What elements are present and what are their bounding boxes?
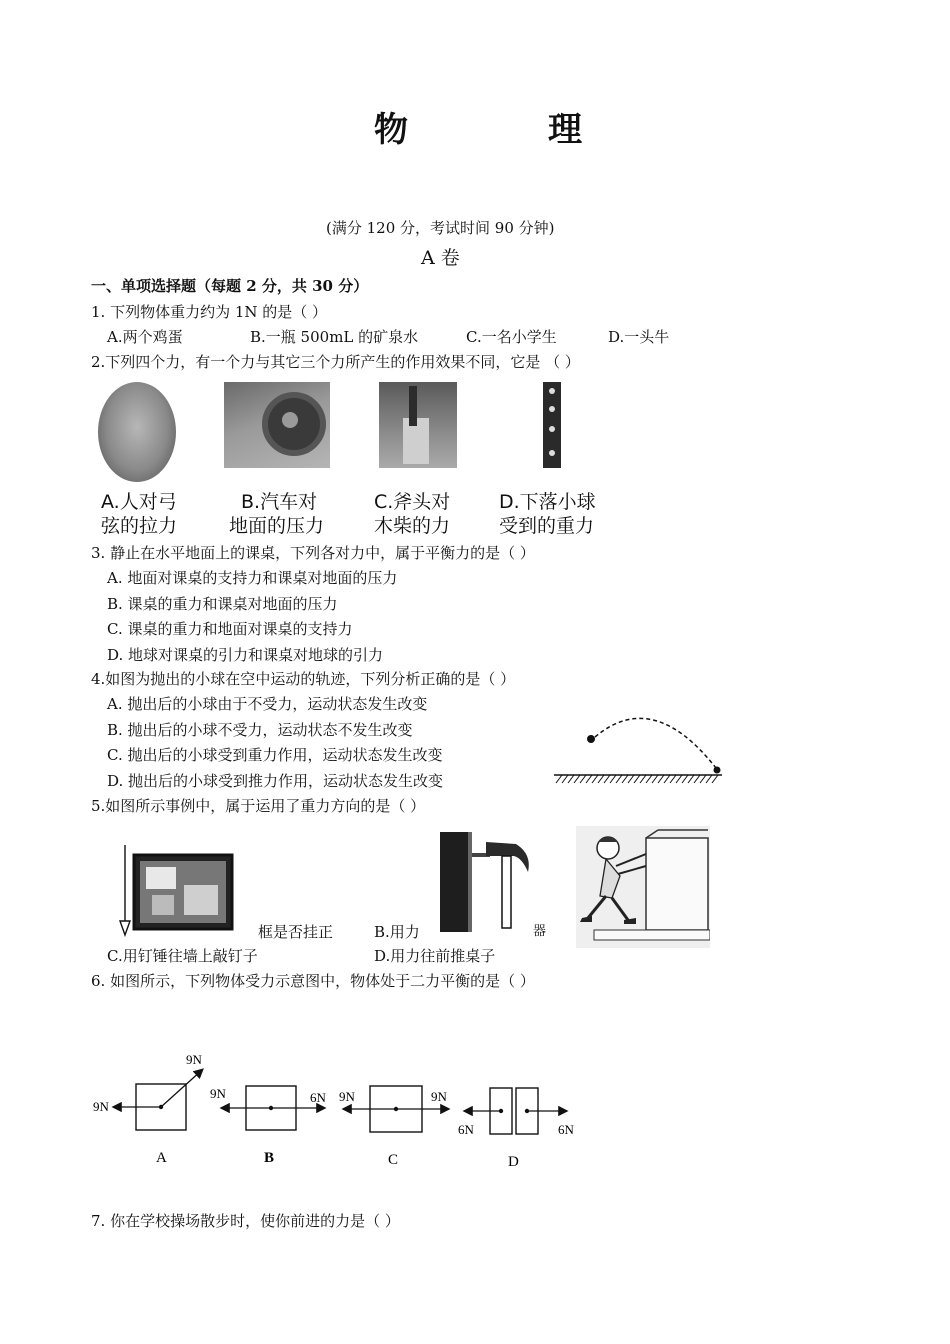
q5-option-b-head: B.用力	[374, 923, 420, 941]
q1-option-c: C.一名小学生	[466, 328, 557, 346]
q5-option-a-tail: 框是否挂正	[258, 923, 334, 941]
q2-photo-axe-wood	[379, 382, 457, 468]
q2-caption-c-line1: C.斧头对	[374, 491, 451, 513]
q3-option-b: B. 课桌的重力和课桌对地面的压力	[107, 595, 338, 613]
q6-d-right-label: 6N	[558, 1122, 574, 1137]
q4-option-b: B. 抛出后的小球不受力，运动状态不发生改变	[107, 721, 413, 739]
q6-b-left-label: 9N	[210, 1086, 226, 1101]
q6-letter-c: C	[388, 1152, 399, 1168]
q6-stem: 6. 如图所示，下列物体受力示意图中，物体处于二力平衡的是（ ）	[91, 972, 535, 990]
q2-caption-a-line2: 弦的拉力	[101, 515, 178, 537]
q6-a-diag-arrow	[161, 1070, 202, 1107]
section-title: A 卷	[421, 247, 460, 269]
q4-trajectory-path	[595, 718, 716, 768]
q6-b-right-label: 6N	[310, 1090, 326, 1105]
q5-pushing-figure	[576, 826, 710, 948]
q5-stem: 5.如图所示事例中，属于运用了重力方向的是（ ）	[91, 797, 426, 815]
title-char-2: 理	[548, 110, 582, 150]
q1-option-b: B.一瓶 500mL 的矿泉水	[250, 328, 419, 346]
q4-stem: 4.如图为抛出的小球在空中运动的轨迹，下列分析正确的是（ ）	[91, 670, 516, 688]
q4-trajectory-figure	[548, 706, 728, 790]
title-char-1: 物	[374, 110, 408, 150]
q4-ball-end	[714, 767, 721, 774]
q5-option-d: D.用力往前推桌子	[374, 947, 496, 965]
q6-c-left-label: 9N	[339, 1089, 355, 1104]
q5-wall	[440, 832, 468, 932]
q5-option-b-tail: 器	[533, 924, 547, 939]
q2-caption-b-line1: B.汽车对	[241, 491, 318, 513]
q5-option-c: C.用钉锤往墙上敲钉子	[107, 947, 258, 965]
part1-heading: 一、单项选择题（每题 2 分，共 30 分）	[91, 277, 369, 295]
exam-info: (满分 120 分，考试时间 90 分钟)	[326, 219, 555, 237]
q3-option-a: A. 地面对课桌的支持力和课桌对地面的压力	[107, 569, 398, 587]
q5-plumb-bob	[120, 921, 130, 935]
q2-caption-c-line2: 木柴的力	[374, 515, 451, 537]
q2-stem: 2.下列四个力，有一个力与其它三个力所产生的作用效果不同，它是 （ ）	[91, 353, 580, 371]
q6-force-diagrams	[88, 1046, 588, 1176]
q2-photo-car-tire	[224, 382, 330, 468]
q2-photo-archer	[98, 382, 176, 482]
q1-option-d: D.一头牛	[608, 328, 670, 346]
q6-letter-b: B	[264, 1150, 275, 1166]
q6-d-left-label: 6N	[458, 1122, 474, 1137]
q4-option-a: A. 抛出后的小球由于不受力，运动状态发生改变	[107, 695, 428, 713]
q3-stem: 3. 静止在水平地面上的课桌，下列各对力中，属于平衡力的是（ ）	[91, 544, 535, 562]
q6-a-diag-label: 9N	[186, 1052, 202, 1067]
q2-caption-d-line1: D.下落小球	[499, 491, 596, 513]
q2-caption-a-line1: A.人对弓	[101, 491, 177, 513]
q5-plumb-line-figure	[112, 845, 238, 937]
q6-letter-d: D	[508, 1154, 519, 1170]
q4-ground-hatching	[556, 775, 718, 783]
q5-desk	[646, 838, 708, 930]
q6-letter-a: A	[156, 1150, 167, 1166]
q5-hammer-handle	[502, 856, 511, 928]
q1-option-a: A.两个鸡蛋	[107, 328, 183, 346]
q3-option-c: C. 课桌的重力和地面对课桌的支持力	[107, 620, 353, 638]
q4-ball-start	[587, 735, 595, 743]
q7-stem: 7. 你在学校操场散步时，使你前进的力是（ ）	[91, 1212, 400, 1230]
q1-stem: 1. 下列物体重力约为 1N 的是（ ）	[91, 303, 328, 321]
q3-option-d: D. 地球对课桌的引力和课桌对地球的引力	[107, 646, 384, 664]
q2-caption-d-line2: 受到的重力	[499, 515, 595, 537]
q6-c-right-label: 9N	[431, 1089, 447, 1104]
q2-caption-b-line2: 地面的压力	[229, 515, 325, 537]
q4-option-c: C. 抛出后的小球受到重力作用，运动状态发生改变	[107, 746, 443, 764]
q2-photo-falling-ball	[543, 382, 561, 468]
q5-hammer-figure	[436, 832, 536, 932]
q4-option-d: D. 抛出后的小球受到推力作用，运动状态发生改变	[107, 772, 444, 790]
q6-a-left-label: 9N	[93, 1099, 109, 1114]
